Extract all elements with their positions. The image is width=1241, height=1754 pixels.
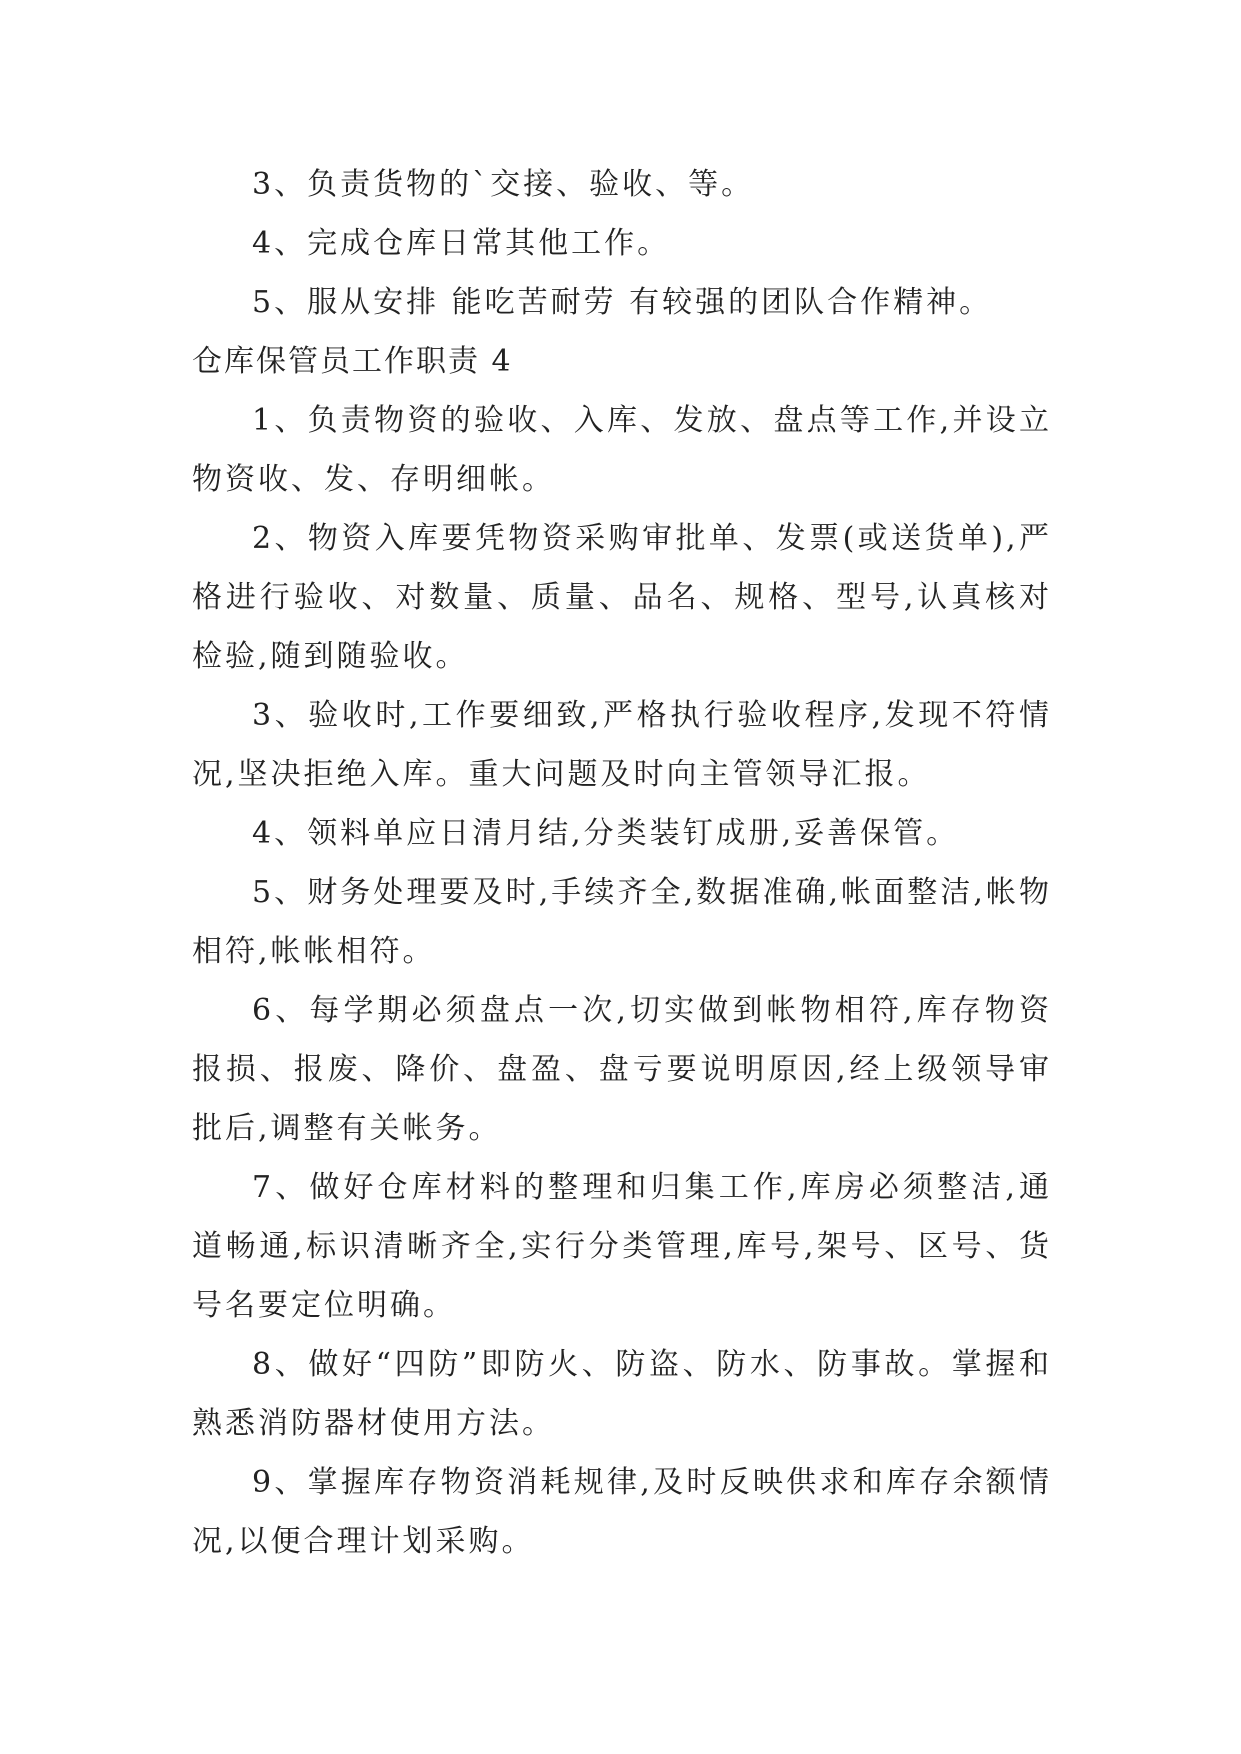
duty-item-6: 6、每学期必须盘点一次,切实做到帐物相符,库存物资报损、报废、降价、盘盈、盘亏要说明原因,经上级领导审批后,调整有关帐务。 [192,993,1052,1146]
document-body [192,155,1052,1571]
duty-item-9: 9、掌握库存物资消耗规律,及时反映供求和库存余额情况,以便合理计划采购。 [192,1465,1052,1559]
duty-item-5: 5、财务处理要及时,手续齐全,数据准确,帐面整洁,帐物相符,帐帐相符。 [192,875,1052,969]
duty-item-3: 3、验收时,工作要细致,严格执行验收程序,发现不符情况,坚决拒绝入库。重大问题及时向主管领导汇报。 [192,698,1052,792]
paragraph-item-4: 4、完成仓库日常其他工作。 [252,226,671,261]
duty-item-2: 2、物资入库要凭物资采购审批单、发票(或送货单),严格进行验收、对数量、质量、品名、规格、型号,认真核对检验,随到随验收。 [192,521,1052,674]
duty-item-7: 7、做好仓库材料的整理和归集工作,库房必须整洁,通道畅通,标识清晰齐全,实行分类管理,库号,架号、区号、货号名要定位明确。 [192,1170,1052,1323]
duty-item-1: 1、负责物资的验收、入库、发放、盘点等工作,并设立物资收、发、存明细帐。 [192,403,1052,497]
section-heading: 仓库保管员工作职责 4 [192,344,513,379]
paragraph-item-5: 5、服从安排 能吃苦耐劳 有较强的团队合作精神。 [252,285,993,320]
duty-item-8: 8、做好“四防”即防火、防盗、防水、防事故。掌握和熟悉消防器材使用方法。 [192,1347,1052,1441]
paragraph-item-3: 3、负责货物的`交接、验收、等。 [252,167,755,202]
duty-item-4: 4、领料单应日清月结,分类装钉成册,妥善保管。 [252,816,960,851]
